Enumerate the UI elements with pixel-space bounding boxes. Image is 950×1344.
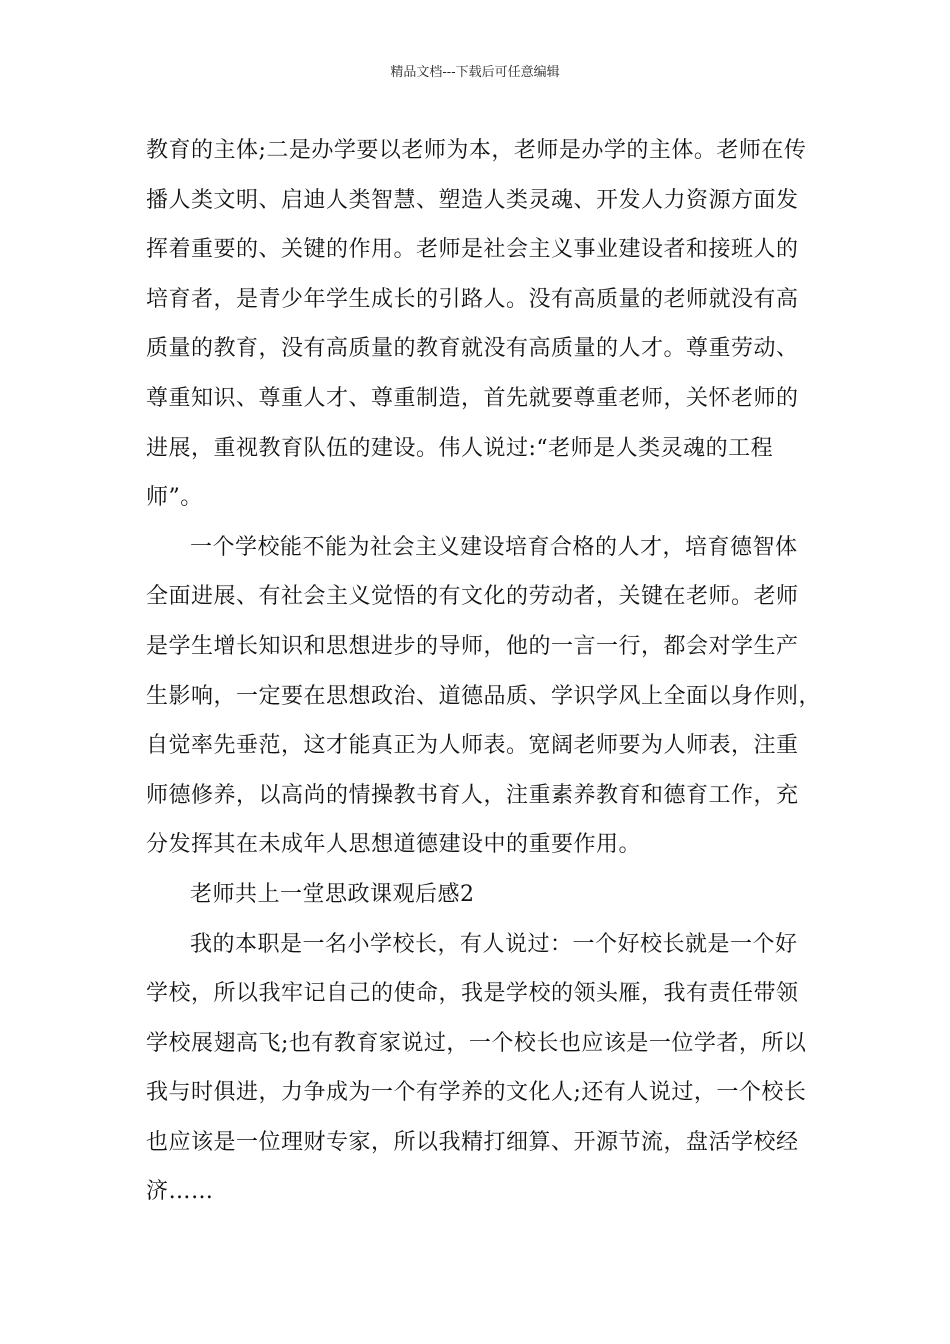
text-line: 师德修养，以高尚的情操教书育人，注重素养教育和德育工作，充 [146, 782, 799, 808]
text-line: 教育的主体;二是办学要以老师为本，老师是办学的主体。老师在传 [146, 138, 807, 163]
section-heading [146, 870, 836, 920]
text-line: 是学生增长知识和思想进步的导师，他的一言一行，都会对学生产 [146, 633, 799, 659]
paragraph-3 [146, 920, 836, 1218]
text-line: 播人类文明、启迪人类智慧、塑造人类灵魂、开发人力资源方面发 [146, 187, 799, 213]
paragraph-1 [146, 126, 836, 523]
text-line: 质量的教育，没有高质量的教育就没有高质量的人才。尊重劳动、 [146, 336, 799, 362]
text-line: 进展，重视教育队伍的建设。伟人说过:“老师是人类灵魂的工程 [146, 435, 774, 461]
text-line: 学校，所以我牢记自己的使命，我是学校的领头雁，我有责任带领 [146, 981, 799, 1007]
text-line: 师”。 [146, 485, 203, 511]
text-line: 生影响，一定要在思想政治、道德品质、学识学风上全面以身作则， [146, 683, 822, 709]
text-line: 济…… [146, 1179, 214, 1205]
text-line: 我的本职是一名小学校长，有人说过：一个好校长就是一个好 [190, 931, 798, 957]
text-line: 自觉率先垂范，这才能真正为人师表。宽阔老师要为人师表，注重 [146, 733, 799, 759]
text-line: 分发挥其在未成年人思想道德建设中的重要作用。 [146, 832, 642, 858]
page-header: 精品文档---下载后可任意编辑 [390, 65, 560, 80]
text-line: 也应该是一位理财专家，所以我精打细算、开源节流，盘活学校经 [146, 1129, 799, 1155]
paragraph-2 [146, 523, 836, 870]
text-line: 一个学校能不能为社会主义建设培育合格的人才，培育德智体 [190, 534, 798, 560]
text-line: 我与时俱进，力争成为一个有学养的文化人;还有人说过，一个校长 [146, 1080, 807, 1106]
text-line: 培育者，是青少年学生成长的引路人。没有高质量的老师就没有高 [146, 286, 799, 312]
heading-line: 老师共上一堂思政课观后感2 [190, 881, 475, 907]
document-body [146, 126, 836, 1217]
text-line: 全面进展、有社会主义觉悟的有文化的劳动者，关键在老师。老师 [146, 584, 799, 610]
text-line: 挥着重要的、关键的作用。老师是社会主义事业建设者和接班人的 [146, 237, 799, 263]
text-line: 学校展翅高飞;也有教育家说过，一个校长也应该是一位学者，所以 [146, 1030, 807, 1056]
text-line: 尊重知识、尊重人才、尊重制造，首先就要尊重老师，关怀老师的 [146, 385, 799, 411]
